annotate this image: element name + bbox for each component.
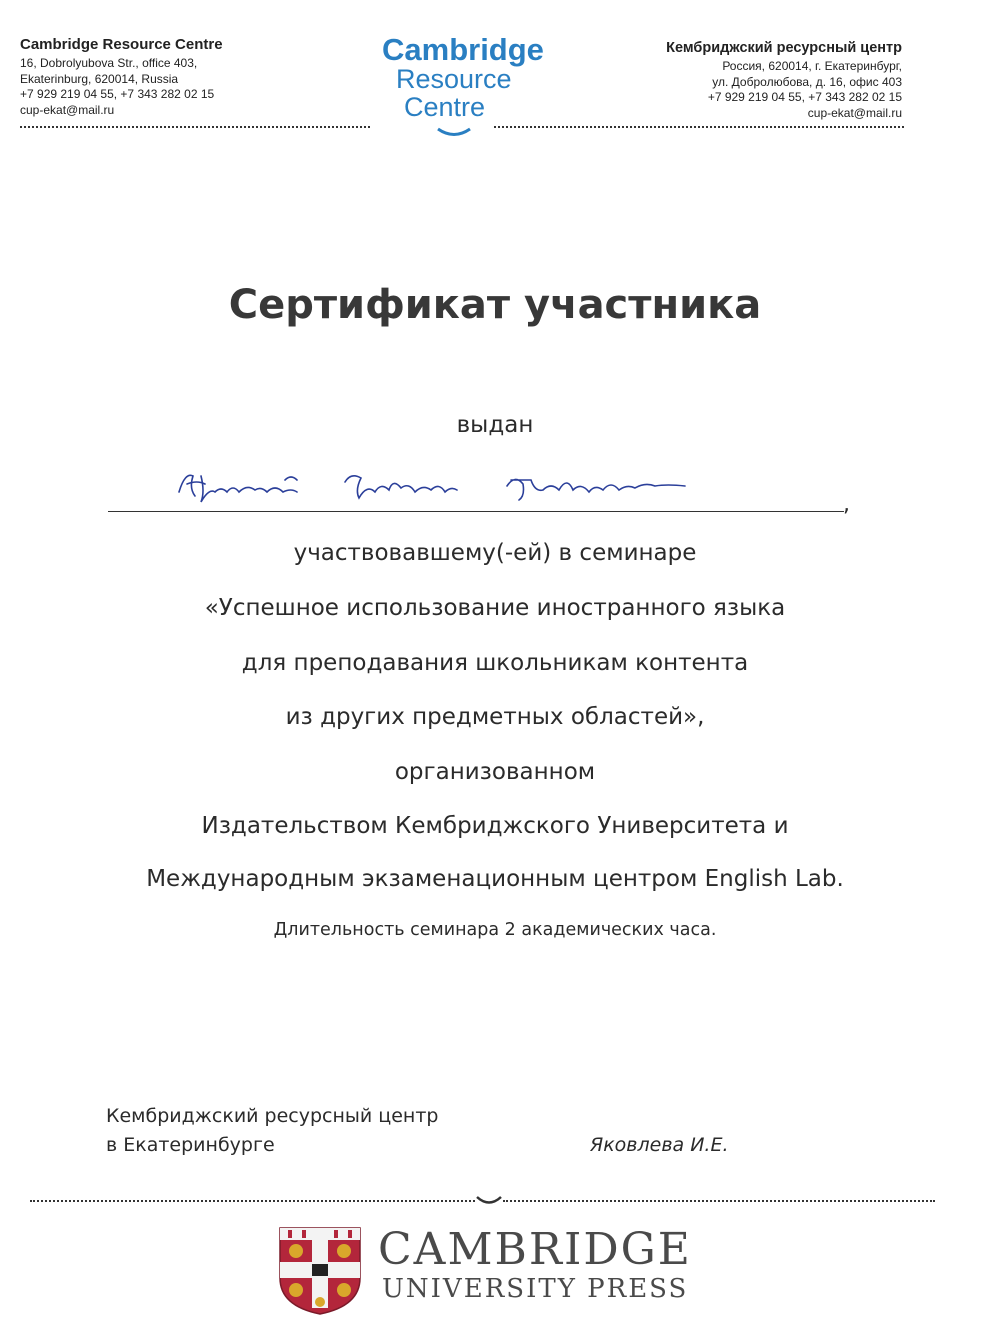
brand-line: CAMBRIDGE <box>378 1224 692 1275</box>
name-comma: , <box>843 492 850 517</box>
signatory-org-line: Кембриджский ресурсный центр <box>106 1105 439 1127</box>
phone-line: +7 929 219 04 55, +7 343 282 02 15 <box>707 90 902 104</box>
logo-word: Centre <box>404 92 486 122</box>
issued-label: выдан <box>456 412 534 438</box>
footer-divider-left <box>30 1200 475 1202</box>
logo-word: Resource <box>396 64 512 94</box>
email-line: cup-ekat@mail.ru <box>807 105 902 120</box>
cambridge-university-press-wordmark <box>378 1226 692 1304</box>
signatory-org-line: в Екатеринбурге <box>106 1134 275 1156</box>
body-line: «Успешное использование иностранного языка <box>204 595 786 621</box>
body-line: для преподавания школьникам контента <box>241 650 749 676</box>
certificate-title: Сертификат участника <box>228 282 762 328</box>
footer-chevron-icon <box>475 1194 503 1210</box>
body-line: Международным экзаменационным центром English Lab. <box>146 866 844 892</box>
cambridge-shield-icon <box>278 1226 362 1316</box>
body-line: из других предметных областей», <box>285 704 705 730</box>
address-line: ул. Добролюбова, д. 16, офис 403 <box>712 74 902 89</box>
handwritten-recipient-name <box>175 462 715 514</box>
org-name-ru: Кембриджский ресурсный центр <box>666 40 902 56</box>
signatory-organization <box>106 1102 438 1160</box>
body-line: участвовавшему(-ей) в семинаре <box>293 540 697 566</box>
seminar-duration: Длительность семинара 2 академических часа. <box>273 920 717 940</box>
header-address-ru <box>542 40 902 121</box>
address-line: Ekaterinburg, 620014, Russia <box>20 71 179 86</box>
address-line: Россия, 620014, г. Екатеринбург, <box>722 59 902 73</box>
phone-line: +7 929 219 04 55, +7 343 282 02 15 <box>20 87 215 101</box>
footer-divider-right <box>503 1200 935 1202</box>
email-line: cup-ekat@mail.ru <box>20 102 115 117</box>
book-chevron-icon <box>436 126 472 140</box>
signer-name: Яковлева И.Е. <box>590 1134 729 1156</box>
address-line: 16, Dobrolyubova Str., office 403, <box>20 56 198 70</box>
body-line: Издательством Кембриджского Университета и <box>201 813 789 839</box>
header-divider-left <box>20 126 370 128</box>
logo-word: Cambridge <box>382 32 544 67</box>
header-divider-right <box>494 126 904 128</box>
recipient-name-line <box>108 511 844 512</box>
brand-line: UNIVERSITY PRESS <box>382 1274 689 1304</box>
body-line: организованном <box>394 759 596 785</box>
header-address-en <box>20 36 360 118</box>
org-name-en: Cambridge Resource Centre <box>20 36 223 53</box>
